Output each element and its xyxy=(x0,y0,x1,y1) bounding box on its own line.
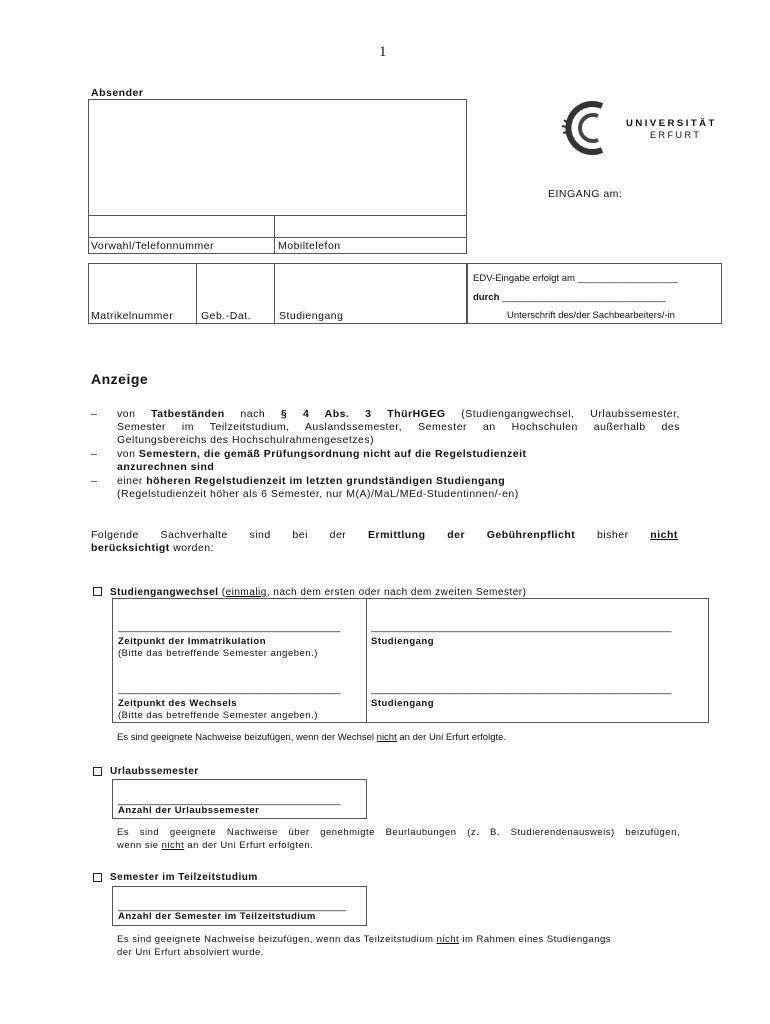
section1-vdivider xyxy=(366,598,367,723)
mobile-label: Mobiltelefon xyxy=(278,240,341,252)
section3-note-line-1 xyxy=(117,933,611,946)
sender-divider-2 xyxy=(88,237,467,238)
field-urlaub-label: Anzahl der Urlaubssemester xyxy=(118,805,260,816)
b1-bold2: § 4 Abs. 3 ThürHGEG xyxy=(280,408,446,420)
bullet-1-line-3: Geltungsbereichs des Hochschulrahmengesetzes) xyxy=(117,434,375,446)
bullet-2-line-1 xyxy=(117,448,527,461)
b3-bold: höheren Regelstudienzeit im letzten grundständigen Studiengang xyxy=(146,475,506,487)
section2-note-line-1: Es sind geeignete Nachweise über genehmigte Beurlaubungen (z. B. Studierendenausweis) beizufügen, xyxy=(117,827,680,838)
bullet-dash-3: – xyxy=(91,475,97,487)
intro-w1: Folgende xyxy=(91,529,139,541)
intro-w7: der xyxy=(447,529,466,541)
sender-divider-1 xyxy=(88,215,467,216)
bullet-3-line-1 xyxy=(117,475,505,488)
field-studiengang-2-line[interactable]: ______________________________________________________ xyxy=(371,684,672,695)
field-immatrikulation-hint: (Bitte das betreffende Semester angeben.) xyxy=(118,648,318,659)
sender-label: Absender xyxy=(91,87,144,99)
section2-note-pre: wenn sie xyxy=(117,840,162,851)
bullet-dash-2: – xyxy=(91,448,97,460)
field-studiengang-1-line[interactable]: ______________________________________________________ xyxy=(371,622,672,633)
field-wechsel-hint: (Bitte das betreffende Semester angeben.) xyxy=(118,710,318,721)
bullet-1-line-2: Semester im Teilzeitstudium, Auslandssemester, Semester an Hochschulen außerhalb des xyxy=(117,421,680,433)
matrikel-label: Matrikelnummer xyxy=(91,310,174,322)
section2-note-post: an der Uni Erfurt erfolgten. xyxy=(184,840,314,851)
b3-pre: einer xyxy=(117,475,147,487)
section2-note-line-2 xyxy=(117,839,313,852)
section2-note-u: nicht xyxy=(161,840,185,851)
checkbox-studiengangwechsel[interactable] xyxy=(93,587,102,596)
field-studiengang-2-label: Studiengang xyxy=(371,698,435,709)
sender-box[interactable] xyxy=(88,99,467,254)
section3-note-u: nicht xyxy=(436,934,460,945)
field-urlaub-line[interactable]: ________________________________________ xyxy=(118,795,341,806)
eingang-label: EINGANG am: xyxy=(548,188,623,200)
section3-title: Semester im Teilzeitstudium xyxy=(110,872,258,883)
page-number: 1 xyxy=(379,44,387,60)
intro-w6: Ermittlung xyxy=(368,529,426,541)
bullet-1-line-1 xyxy=(117,408,680,421)
intro-w10: nicht xyxy=(650,529,678,541)
intro-bold: berücksichtigt xyxy=(91,542,170,554)
phone-label: Vorwahl/Telefonnummer xyxy=(91,240,215,252)
intro-line-1 xyxy=(91,529,678,541)
b1-bold1: Tatbeständen xyxy=(151,408,225,420)
b1-mid: nach xyxy=(224,408,281,420)
bullet-dash-1: – xyxy=(91,408,97,420)
field-teilzeit-label: Anzahl der Semester im Teilzeitstudium xyxy=(118,911,316,922)
section3-note-pre: Es sind geeignete Nachweise beizufügen, wenn das Teilzeitstudium xyxy=(117,934,437,945)
section1-title: Studiengangwechsel xyxy=(110,587,219,598)
b1-pre: von xyxy=(117,408,152,420)
section1-once: einmalig xyxy=(225,587,267,598)
edv-label xyxy=(473,273,678,284)
logo-line2: ERFURT xyxy=(650,130,702,140)
durch-line: _______________________________ xyxy=(502,292,666,303)
university-logo-icon xyxy=(558,98,628,158)
field-studiengang-1-label: Studiengang xyxy=(371,636,435,647)
field-wechsel-label: Zeitpunkt des Wechsels xyxy=(118,698,238,709)
section2-title: Urlaubssemester xyxy=(110,766,199,777)
logo-line1: UNIVERSITÄT xyxy=(626,118,717,129)
checkbox-teilzeitstudium[interactable] xyxy=(93,873,102,882)
section3-note-line-2: der Uni Erfurt absolviert wurde. xyxy=(117,947,264,958)
student-vdivider-1 xyxy=(196,263,197,324)
intro-w5: der xyxy=(329,529,347,541)
section1-note xyxy=(117,731,506,744)
birthdate-label: Geb.-Dat. xyxy=(201,310,252,322)
bullet-3-line-2: (Regelstudienzeit höher als 6 Semester, nur M(A)/MaL/MEd-Studentinnen/-en) xyxy=(117,488,519,500)
sender-vdivider xyxy=(274,215,275,254)
checkbox-urlaubssemester[interactable] xyxy=(93,767,102,776)
section1-note-u: nicht xyxy=(376,732,397,743)
section3-note-post: im Rahmen eines Studiengangs xyxy=(459,934,612,945)
section1-note-pre: Es sind geeignete Nachweise beizufügen, wenn der Wechsel xyxy=(117,732,377,743)
b2-pre: von xyxy=(117,448,139,460)
edv-line: ___________________ xyxy=(577,273,678,284)
b1-post: (Studiengangwechsel, Urlaubssemester, xyxy=(445,408,680,420)
intro-w4: bei xyxy=(292,529,308,541)
program-label: Studiengang xyxy=(279,310,344,322)
section1-paren-rest: , nach dem ersten oder nach dem zweiten Semester) xyxy=(266,587,527,598)
durch-row xyxy=(473,292,666,303)
intro-w3: sind xyxy=(249,529,271,541)
bullet-2-line-2: anzurechnen sind xyxy=(117,461,215,473)
section1-note-post: an der Uni Erfurt erfolgte. xyxy=(396,732,507,743)
intro-w2: Sachverhalte xyxy=(160,529,228,541)
edv-label-text: EDV-Eingabe erfolgt am xyxy=(473,273,575,284)
b2-bold: Semestern, die gemäß Prüfungsordnung nicht auf die Regelstudienzeit xyxy=(138,448,527,460)
durch-label: durch xyxy=(473,292,500,303)
intro-w8: Gebührenpflicht xyxy=(486,529,576,541)
intro-w9: bisher xyxy=(597,529,629,541)
field-immatrikulation-label: Zeitpunkt der Immatrikulation xyxy=(118,636,267,647)
student-vdivider-2 xyxy=(274,263,275,324)
intro-line-2 xyxy=(91,542,214,555)
signature-label: Unterschrift des/der Sachbearbeiters/-in xyxy=(507,310,675,321)
field-teilzeit-line[interactable]: _________________________________________ xyxy=(118,901,347,912)
page-title: Anzeige xyxy=(91,371,149,387)
intro-post: worden: xyxy=(169,542,215,554)
field-immatrikulation-line[interactable]: ________________________________________ xyxy=(118,622,341,633)
field-wechsel-line[interactable]: ________________________________________ xyxy=(118,684,341,695)
section1-paren-open: ( xyxy=(218,587,226,598)
